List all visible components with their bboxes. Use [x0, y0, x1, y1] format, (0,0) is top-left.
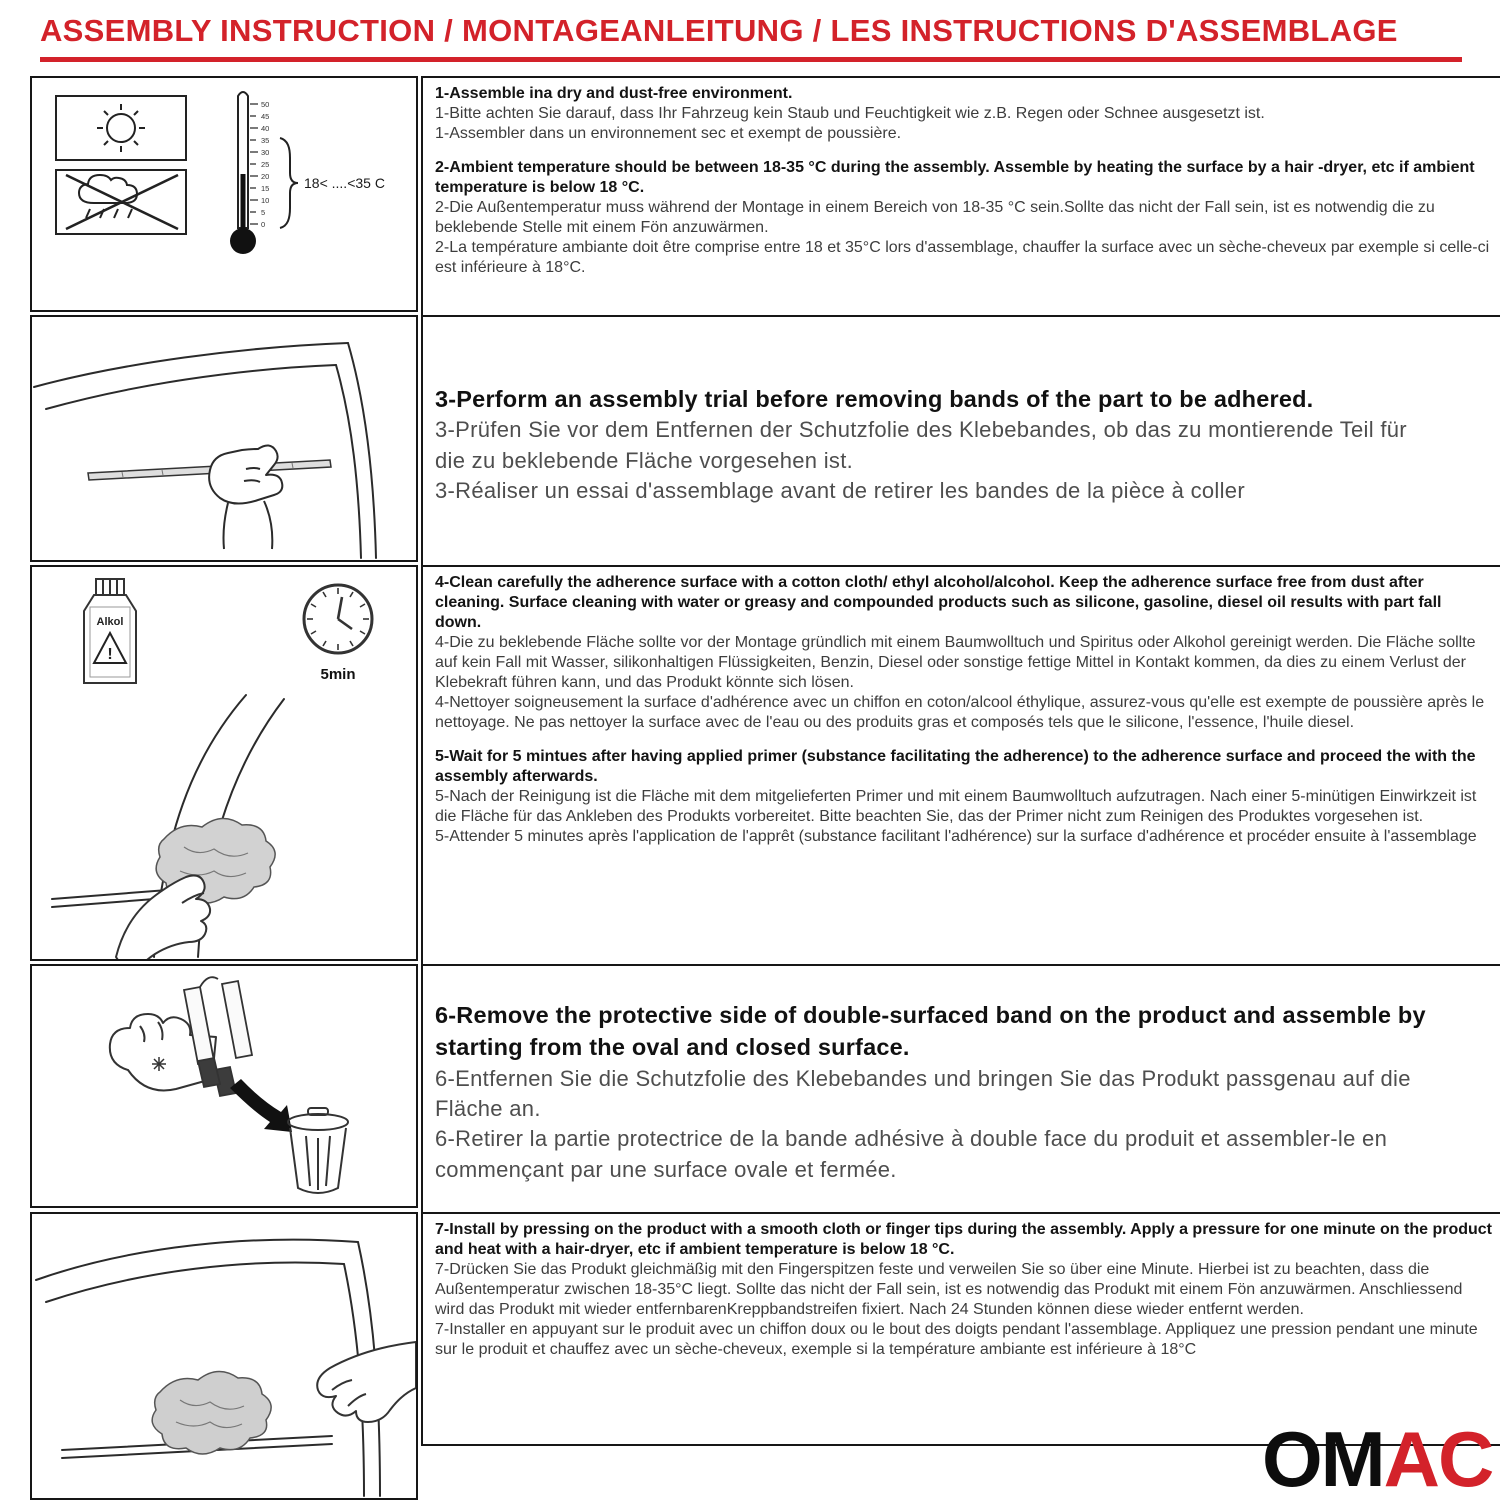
instruction-text-step-4-5: [435, 573, 1492, 847]
text-box-step-7: [421, 1212, 1500, 1446]
svg-text:50: 50: [261, 100, 270, 109]
svg-text:25: 25: [261, 160, 270, 169]
instruction-paragraph: 3-Réaliser un essai d'assemblage avant de retirer les bandes de la pièce à coller: [435, 477, 1245, 503]
clock-duration-label: 5min: [320, 666, 356, 683]
thermometer-scale: [261, 100, 269, 229]
clock-icon: [304, 585, 372, 683]
trash-can-icon: [288, 1108, 348, 1193]
instruction-text-step-6: [435, 999, 1440, 1185]
svg-text:5: 5: [261, 208, 266, 217]
instruction-paragraph: 1-Bitte achten Sie darauf, dass Ihr Fahrzeug kein Staub und Feuchtigkeit wie z.B. Regen oder Schnee ausgesetzt ist.: [435, 105, 1265, 122]
text-box-step-6: [421, 964, 1500, 1218]
instruction-paragraph: 4-Die zu beklebende Fläche sollte vor der Montage gründlich mit einem Baumwolltuch und Spiritus oder Alkohol gereinigt werden. Die Fläche sollte auf kein Fall mit Wasser, silikonhaltigen Flüssigkeiten, Benzin, Diesel oder sonstige fettige Mittel in Kontakt kommen, da dies zu einem Verlust der Klebekraft führen kann, und das Produkt könnte sich lösen.: [435, 634, 1476, 691]
instruction-paragraph: 3-Perform an assembly trial before removing bands of the part to be adhered.: [435, 385, 1314, 412]
instruction-text-step-7: [435, 1220, 1492, 1360]
instruction-paragraph: 2-Die Außentemperatur muss während der Montage in einem Bereich von 18-35 °C sein.Sollte das nicht der Fall sein, ist es notwendig die zu beklebende Stelle mit einem Fön anzuwärmen.: [435, 199, 1435, 236]
instruction-paragraph: 3-Prüfen Sie vor dem Entfernen der Schutzfolie des Klebebandes, ob das zu montierende Teil für die zu beklebende Fläche vorgesehen ist.: [435, 417, 1407, 473]
instruction-paragraph: 6-Remove the protective side of double-surfaced band on the product and assemble by starting from the oval and closed surface.: [435, 1001, 1426, 1061]
instruction-paragraph: 4-Nettoyer soigneusement la surface d'adhérence avec un chiffon en coton/alcool éthylique, assurez-vous qu'elle est exempte de poussière après le nettoyage. Ne pas nettoyer la surface avec de l'eau ou des produits gras et composés tels que le silicone, l'essence, l'huile diesel.: [435, 694, 1485, 731]
instruction-paragraph: 5-Nach der Reinigung ist die Fläche mit dem mitgelieferten Primer und mit einem Baumwolltuch aufzutragen. Nach einer 5-minütigen Einwirkzeit ist die Fläche für das Ankleben des Produkts vorbereitet. Bitte beachten Sie, das der Primer nicht zum Reinigen des Produktes vorgesehen ist.: [435, 788, 1477, 825]
sparkle-icon: [152, 1057, 166, 1071]
text-box-step-3: [421, 315, 1500, 572]
instruction-paragraph: 1-Assembler dans un environnement sec et exempt de poussière.: [435, 125, 902, 142]
alcohol-bottle-icon: [84, 579, 136, 683]
instruction-text-step-1-2: [435, 84, 1492, 278]
hand-drawing: [317, 1342, 416, 1422]
instruction-paragraph: 6-Retirer la partie protectrice de la bande adhésive à double face du produit et assembler-le en commençant par une surface ovale et fermée.: [435, 1126, 1388, 1182]
instruction-paragraph: 2-La température ambiante doit être comprise entre 18 et 35°C lors d'assemblage, chauffer la surface avec un sèche-cheveux par exemple si celle-ci est inférieure à 18°C.: [435, 239, 1490, 276]
sun-icon: [97, 104, 145, 152]
instruction-paragraph: 4-Clean carefully the adherence surface with a cotton cloth/ ethyl alcohol/alcohol. Keep the adherence surface free from dust after cleaning. Surface cleaning with water or greasy and compounded products such as silicone, gasoline, diesel oil results with part fall down.: [435, 574, 1442, 631]
remove-band-illustration: [32, 966, 416, 1206]
illustration-box-step-6: [30, 964, 418, 1208]
trial-fit-illustration: [32, 317, 416, 560]
instruction-paragraph: 7-Installer en appuyant sur le produit avec un chiffon doux ou le bout des doigts pendant l'assemblage. Appliquez une pression pendant une minute sur le produit et chauffez avec un sèche-cheveux, exemple si la température ambiante est inférieure à 18°C: [435, 1321, 1478, 1358]
range-bracket: [280, 138, 298, 228]
instruction-paragraph: 5-Wait for 5 mintues after having applied primer (substance facilitating the adherence) to the adherence surface and proceed the with the assembly afterwards.: [435, 748, 1476, 785]
car-window-drawing: [36, 1240, 380, 1496]
hand-drawing: [116, 875, 210, 959]
svg-text:45: 45: [261, 112, 270, 121]
illustration-box-step-3: [30, 315, 418, 562]
omac-logo: [1262, 1415, 1493, 1500]
car-window-drawing: [34, 343, 376, 558]
instruction-paragraph: 2-Ambient temperature should be between 18-35 °C during the assembly. Assemble by heating the surface by a hair -dryer, etc if ambient temperature is below 18 °C.: [435, 159, 1475, 196]
temperature-range-label: 18< ....<35 C: [304, 175, 385, 191]
no-rain-icon: [66, 175, 178, 229]
illustration-box-step-1-2: [30, 76, 418, 312]
title-underline: [40, 57, 1462, 62]
clean-surface-illustration: [32, 567, 416, 959]
instruction-paragraph: 6-Entfernen Sie die Schutzfolie des Klebebandes und bringen Sie das Produkt passgenau auf die Fläche an.: [435, 1065, 1411, 1122]
instruction-paragraph: 7-Install by pressing on the product with a smooth cloth or finger tips during the assembly. Apply a pressure for one minute on the product and heat with a hair-dryer, etc if ambient temperature is below 18 °C.: [435, 1221, 1492, 1258]
instruction-paragraph: 5-Attender 5 minutes après l'application de l'apprêt (substance facilitant l'adhérence) sur la surface d'adhérence et procéder ensuite à l'assemblage: [435, 828, 1477, 845]
bottle-label: Alkol: [96, 616, 124, 628]
logo-text-red: AC: [1383, 1415, 1493, 1500]
press-product-illustration: [32, 1214, 416, 1498]
svg-text:30: 30: [261, 148, 270, 157]
cloth-drawing: [152, 1371, 271, 1454]
svg-text:!: !: [107, 646, 113, 663]
instruction-text-step-3: [435, 383, 1440, 507]
arrow-icon: [230, 1079, 292, 1132]
thermometer-icon: [230, 92, 385, 254]
svg-text:15: 15: [261, 184, 270, 193]
logo-text-black: OM: [1262, 1415, 1384, 1500]
page-title: ASSEMBLY INSTRUCTION / MONTAGEANLEITUNG / LES INSTRUCTIONS D'ASSEMBLAGE: [40, 13, 1398, 48]
text-box-step-1-2: [421, 76, 1500, 322]
text-box-step-4-5: [421, 565, 1500, 971]
svg-text:40: 40: [261, 124, 270, 133]
svg-text:20: 20: [261, 172, 270, 181]
instruction-paragraph: 1-Assemble ina dry and dust-free environment.: [435, 85, 793, 102]
svg-text:35: 35: [261, 136, 270, 145]
hand-drawing: [209, 445, 282, 549]
svg-text:10: 10: [261, 196, 270, 205]
environment-illustration: [32, 78, 416, 310]
illustration-box-step-7: [30, 1212, 418, 1500]
svg-text:0: 0: [261, 220, 266, 229]
illustration-box-step-4-5: [30, 565, 418, 961]
instruction-paragraph: 7-Drücken Sie das Produkt gleichmäßig mit den Fingerspitzen feste und verweilen Sie so über eine Minute. Hierbei ist zu beachten, dass die Außentemperatur zwischen 18-35°C liegt. Sollte das nicht der Fall sein, ist es notwendig das Produkt mit einem Fön anzuwärmen. Anschliessend wird das Produkt mit wieder entfernbarenKreppbandstreifen fixiert. Nach 24 Stunden können diese wieder entfernt werden.: [435, 1261, 1463, 1318]
